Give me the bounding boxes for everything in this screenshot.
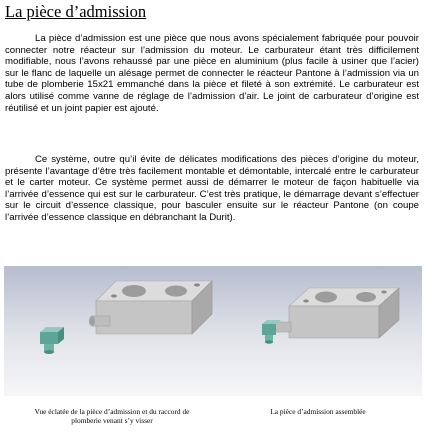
caption-exploded-view: Vue éclatée de la pièce d’admission et du raccord de plomberie venant s’y visser — [34, 407, 190, 425]
fitting-part-exploded — [40, 327, 64, 354]
intake-block-assembled — [274, 288, 399, 338]
caption-assembled-view: La pièce d’admission assemblée — [270, 407, 366, 416]
page-title: La pièce d’admission — [5, 2, 147, 21]
intake-block-exploded — [89, 281, 212, 334]
cad-render-image — [4, 266, 422, 396]
paragraph-advantages: Ce système, outre qu’il évite de délicates modifications des pièces d’origine du moteur, présente l’avantage d’être très facilement montable et démontable, intercalé entre le carburateur et le carter moteur. Ce système permet aussi de démarrer le moteur de façon habituelle via l’arrivée d’essence qui est sur le carburateur. C’est très pratique, le démarrage devant s’effectuer sur le circuit d’essence classique, pour basculer ensuite sur le réacteur Pantone (on coupe l’arrivée d’essence classique en débranchant la Durit). — [5, 154, 419, 223]
paragraph-description: La pièce d’admission est une pièce que nous avons spécialement fabriquée pour pouvoir connecter notre réacteur sur l’admission du moteur. Le carburateur étant très difficilement modifiable, nous l’avons rehaussé par une pièce en aluminium (plus facile à usiner que l’acier) sur le flanc de laquelle un alésage permet de connecter le réacteur Pantone à l’admission via un tube de plomberie 15x21 emmanché dans la pièce et fileté à son extrémité. Le carburateur est alors utilisé comme vanne de réglage de l’admission d’air. Le joint de carburateur d’origine est réutilisé et un joint papier est ajouté. — [5, 33, 419, 114]
cad-render-figure — [4, 266, 422, 396]
